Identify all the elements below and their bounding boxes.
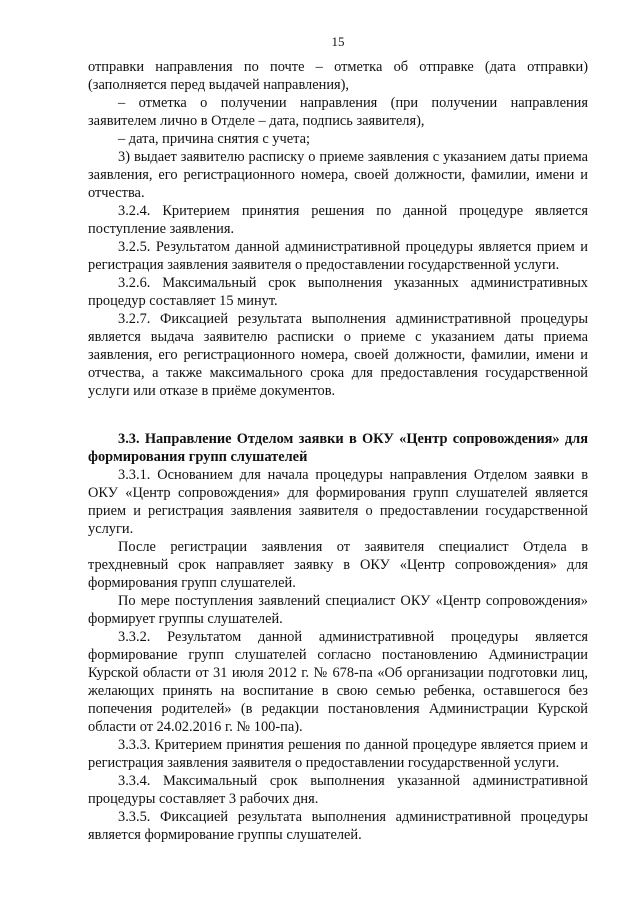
section-heading-3-3: 3.3. Направление Отделом заявки в ОКУ «Центр сопровождения» для формирования групп слушателей: [88, 431, 588, 465]
page-number: 15: [331, 34, 345, 49]
paragraph-removal-date: – дата, причина снятия с учета;: [118, 131, 310, 147]
paragraph-3-3-2: 3.3.2. Результатом данной административной процедуры является формирование групп слушателей согласно постановлению Администрации Курской области от 31 июля 2012 г. № 678-па «Об организации подготовки лиц, желающих принять на воспитание в свою семью ребенка, оставшегося без попечения родителей» (в редакции постановления Администрации Курской области от 24.02.2016 г. № 100-па).: [88, 629, 588, 735]
paragraph-3-2-6: 3.2.6. Максимальный срок выполнения указанных административных процедур составляет 15 минут.: [88, 275, 588, 309]
paragraph-3-3-5: 3.3.5. Фиксацией результата выполнения административной процедуры является формирование группы слушателей.: [88, 809, 588, 843]
paragraph-continuation: отправки направления по почте – отметка об отправке (дата отправки) (заполняется перед выдачей направления),: [88, 59, 588, 93]
paragraph-receipt-mark: – отметка о получении направления (при получении направления заявителем лично в Отделе – дата, подпись заявителя),: [88, 95, 588, 129]
paragraph-3-3-3: 3.3.3. Критерием принятия решения по данной процедуре является прием и регистрация заявления заявителя о предоставлении государственной услуги.: [88, 737, 588, 771]
paragraph-group-forming: По мере поступления заявлений специалист ОКУ «Центр сопровождения» формирует группы слушателей.: [88, 593, 588, 627]
paragraph-3-3-4: 3.3.4. Максимальный срок выполнения указанной административной процедуры составляет 3 рабочих дня.: [88, 773, 588, 807]
paragraph-item-3: 3) выдает заявителю расписку о приеме заявления с указанием даты приема заявления, его регистрационного номера, своей должности, фамилии, имени и отчества.: [88, 149, 588, 201]
document-body: [88, 58, 588, 844]
paragraph-3-2-4: 3.2.4. Критерием принятия решения по данной процедуре является поступление заявления.: [88, 203, 588, 237]
paragraph-3-2-7: 3.2.7. Фиксацией результата выполнения административной процедуры является выдача заявителю расписки о приеме с указанием даты приема заявления, его регистрационного номера, своей должности, фамилии, имени и отчества, а также максимального срока для предоставления государственной услуги или отказе в приёме документов.: [88, 311, 588, 399]
paragraph-registration: После регистрации заявления от заявителя специалист Отдела в трехдневный срок направляет заявку в ОКУ «Центр сопровождения» для формирования групп слушателей.: [88, 539, 588, 591]
paragraph-3-3-1: 3.3.1. Основанием для начала процедуры направления Отделом заявки в ОКУ «Центр сопровождения» для формирования групп слушателей является прием и регистрация заявления заявителя о предоставлении государственной услуги.: [88, 467, 588, 537]
paragraph-3-2-5: 3.2.5. Результатом данной административной процедуры является прием и регистрация заявления заявителя о предоставлении государственной услуги.: [88, 239, 588, 273]
